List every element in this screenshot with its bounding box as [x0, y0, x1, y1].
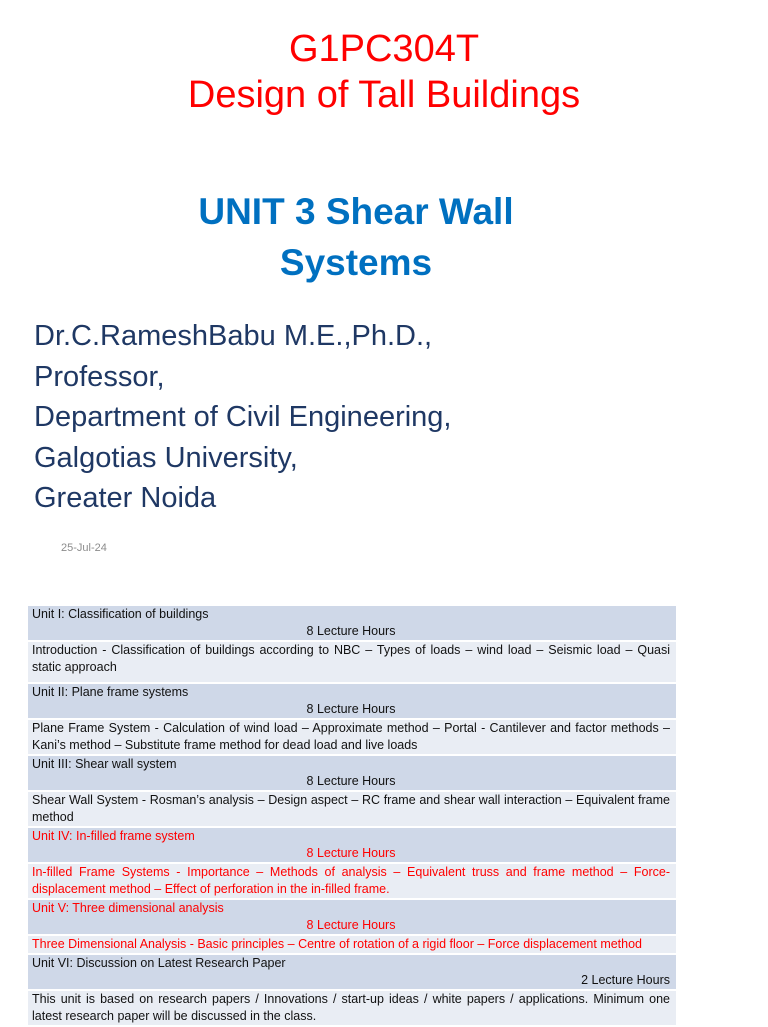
unit-description: Plane Frame System - Calculation of wind load – Approximate method – Portal - Cantilever and factor methods – Kani’s method – Substitute frame method for dead load and live loads — [28, 719, 676, 755]
author-block — [34, 316, 451, 519]
unit-hours: 8 Lecture Hours — [306, 846, 396, 860]
unit-title: Unit IV: In-filled frame system — [32, 829, 195, 843]
unit-hours: 8 Lecture Hours — [306, 918, 396, 932]
table-row — [28, 719, 676, 755]
unit-title: Unit III: Shear wall system — [32, 757, 177, 771]
table-row — [28, 755, 676, 791]
unit-hours: 8 Lecture Hours — [306, 702, 396, 716]
author-name: Dr.C.RameshBabu M.E.,Ph.D., — [34, 320, 433, 352]
table-row — [28, 827, 676, 863]
course-title — [0, 26, 768, 118]
unit-heading-line2: Systems — [279, 242, 433, 283]
table-row — [28, 791, 676, 827]
author-designation: Professor, — [34, 360, 165, 393]
unit-heading-line1: UNIT 3 Shear Wall — [198, 191, 514, 232]
unit-description: Shear Wall System - Rosman’s analysis – Design aspect – RC frame and shear wall interaction – Equivalent frame method — [28, 791, 676, 827]
table-row — [28, 683, 676, 719]
course-name: Design of Tall Buildings — [187, 74, 581, 116]
syllabus-table — [28, 606, 676, 1027]
unit-title: Unit VI: Discussion on Latest Research Paper — [32, 956, 286, 970]
table-row — [28, 954, 676, 990]
author-city: Greater Noida — [34, 482, 217, 514]
course-code: G1PC304T — [288, 28, 480, 70]
slide-date: 25-Jul-24 — [61, 542, 107, 554]
table-row — [28, 899, 676, 935]
table-row — [28, 641, 676, 683]
unit-hours: 2 Lecture Hours — [581, 973, 670, 987]
author-department: Department of Civil Engineering, — [34, 401, 452, 433]
unit-description: Introduction - Classification of buildings according to NBC – Types of loads – wind load – Seismic load – Quasi static approach — [28, 641, 676, 683]
table-row — [28, 990, 676, 1026]
unit-description: In-filled Frame Systems - Importance – Methods of analysis – Equivalent truss and frame method – Force-displacement method – Effect of perforation in the in-filled frame. — [28, 863, 676, 899]
table-row — [28, 606, 676, 641]
unit-description: This unit is based on research papers / Innovations / start-up ideas / white papers / applications. Minimum one latest research paper will be discussed in the class. — [28, 990, 676, 1026]
author-university: Galgotias University, — [34, 441, 298, 474]
table-row — [28, 935, 676, 954]
unit-hours: 8 Lecture Hours — [306, 774, 396, 788]
unit-description: Three Dimensional Analysis - Basic principles – Centre of rotation of a rigid floor – Force displacement method — [28, 935, 676, 954]
unit-hours: 8 Lecture Hours — [306, 624, 396, 638]
unit-title: Unit I: Classification of buildings — [32, 607, 209, 621]
table-row — [28, 863, 676, 899]
unit-title: Unit II: Plane frame systems — [32, 685, 189, 699]
unit-title: Unit V: Three dimensional analysis — [32, 901, 224, 915]
unit-heading — [0, 186, 712, 288]
